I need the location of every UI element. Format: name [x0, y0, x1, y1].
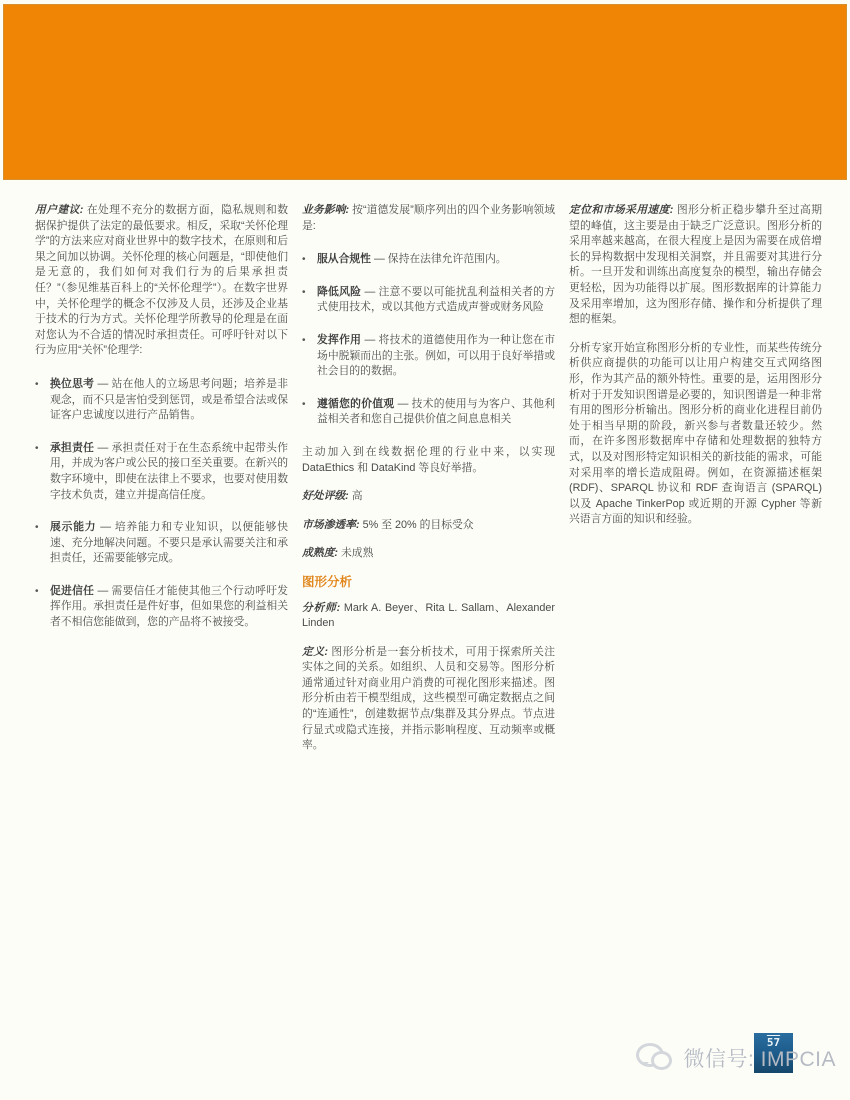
advice-label: 用户建议: [35, 204, 84, 216]
list-item [35, 520, 288, 567]
market-penetration-value: 5% 至 20% 的目标受众 [362, 518, 474, 531]
bullet-term: 服从合规性 [317, 253, 371, 266]
bullet-term: 降低风险 [317, 285, 362, 298]
bullet-text: — 将技术的道德使用作为一种让您在市场中脱颖而出的主张。例如，可以用于良好举措或社会目的的数据。 [317, 333, 556, 378]
wechat-id-text: 微信号: IMPCIA [683, 1048, 836, 1071]
bullet-icon: • [35, 522, 39, 534]
maturity-value: 未成熟 [341, 547, 374, 560]
impact-label: 业务影响: [302, 204, 350, 216]
impact-intro: 按“道德发展”顺序列出的四个业务影响领域是: [302, 204, 555, 232]
bullet-term: 展示能力 [50, 521, 97, 534]
analysts-line [302, 601, 555, 632]
three-column-body [35, 203, 822, 767]
bullet-term: 促进信任 [50, 584, 95, 597]
list-item [302, 252, 555, 268]
bullet-term: 承担责任 [50, 441, 95, 454]
analysts-value: Mark A. Beyer、Rita L. Sallam、Alexander Linden [302, 601, 555, 630]
list-item [302, 397, 555, 428]
positioning-text: 图形分析正稳步攀升至过高期望的峰值，这主要是由于缺乏广泛意识。图形分析的采用率越来越高，在很大程度上是因为需要在成倍增长的异构数据中发现相关洞察，并且需要对其进行分析。一旦开发和训练出高度复杂的模型，输出存储会更轻松，因为功能得以扩展。图形数据库的计算能力及采用率增加，这为图形存储、操作和分析提供了理想的框架。 [569, 204, 823, 326]
market-penetration-label: 市场渗透率: [302, 518, 360, 531]
bullet-icon: • [302, 334, 306, 346]
bullet-text: — 技术的使用与为客户、其他利益相关者和您自己提供价值之间息息相关 [317, 397, 556, 426]
list-item [302, 333, 555, 380]
benefit-rating-label: 好处评级: [302, 490, 349, 503]
maturity-label: 成熟度: [302, 547, 338, 560]
market-penetration-line [302, 518, 555, 534]
definition-paragraph [302, 645, 555, 754]
list-item [302, 285, 555, 316]
wechat-icon [636, 1042, 674, 1074]
list-item [35, 441, 288, 503]
benefit-rating-line [302, 489, 555, 505]
column-1 [35, 203, 288, 767]
impact-paragraph [302, 203, 555, 234]
bullet-text: — 站在他人的立场思考问题；培养是非观念，而不只是害怕受到惩罚，或是希望合法或保证客户忠诚度以进行产品销售。 [50, 377, 289, 422]
column-3 [569, 203, 822, 767]
advice-text: 在处理不充分的数据方面，隐私规则和数据保护提供了法定的最低要求。相反，采取“关怀伦理学”的方法来应对商业世界中的数字技术，在原则和后果之间加以协调。关怀伦理的核心问题是，“即使他们是无意的，我们如何对我们行为的后果承担责任？”（参见维基百科上的“关怀伦理学”）。在数字世界中，关怀伦理学的概念不仅涉及人员，还涉及企业基于技术的行为方式。关怀伦理学所教导的伦理是在面对您认为不合适的情况时承担责任。可呼吁针对以下行为应用“关怀”伦理学: [35, 204, 289, 357]
bullet-text: — 承担责任对于在生态系统中起带头作用，并成为客户或公民的接口至关重要。在新兴的数字环境中，即使在法律上不要求，也要对使用数字技术负责，建立并提高信任度。 [50, 441, 289, 501]
header-banner [3, 4, 847, 180]
impact-bullet-list [302, 252, 555, 428]
wechat-bubble-small [651, 1051, 672, 1070]
maturity-line [302, 546, 555, 562]
bullet-text: — 培养能力和专业知识，以便能够快速、充分地解决问题。不要只是承认需要关注和承担责任，还需要能够完成。 [50, 521, 289, 565]
publisher-logo-glyph: 57 [766, 1036, 781, 1049]
bullet-text: — 注意不要以可能扰乱利益相关者的方式使用技术，或以其他方式造成声誉或财务风险 [317, 285, 556, 314]
bullet-icon: • [35, 378, 39, 390]
bullet-term: 发挥作用 [317, 333, 362, 346]
positioning-paragraph [569, 203, 822, 328]
adoption-paragraph: 分析专家开始宣称图形分析的专业性，而某些传统分析供应商提供的功能可以让用户构建交互式网络图形，作为其产品的额外特性。重要的是，运用图形分析对于开发知识图谱是必要的，知识图谱是一种非常有用的图形分析输出。图形分析的商业化进程目前仍处于相当早期的阶段，新兴参与者数量还较少。然而，在许多图形数据库中存储和处理数据的独特方式，以及对图形特定知识相关的新技能的需求，可能对采用率的增长造成阻碍。例如，在资源描述框架 (RDF)、SPARQL 协议和 RDF 查询语言 (SPARQL) 以及 Apache TinkerPop 或近期的开源 Cypher 等新兴语言方面的知识和经验。 [569, 341, 822, 526]
bullet-icon: • [302, 254, 306, 266]
bullet-icon: • [35, 442, 39, 454]
bullet-term: 遵循您的价值观 [317, 397, 395, 410]
bullet-term: 换位思考 [50, 377, 95, 390]
advice-bullet-list [35, 377, 288, 631]
section-heading-graph-analytics: 图形分析 [302, 574, 353, 589]
advice-paragraph [35, 203, 288, 359]
positioning-label: 定位和市场采用速度: [569, 204, 674, 216]
cta-paragraph: 主动加入到在线数据伦理的行业中来，以实现 DataEthics 和 DataKind 等良好举措。 [302, 445, 555, 474]
bullet-icon: • [302, 398, 306, 410]
bullet-text: — 保持在法律允许范围内。 [373, 253, 507, 266]
analysts-label: 分析师: [302, 601, 341, 614]
definition-label: 定义: [302, 645, 328, 658]
list-item [35, 377, 288, 424]
column-2 [302, 203, 555, 767]
wechat-watermark [636, 1042, 836, 1074]
list-item [35, 584, 288, 631]
bullet-icon: • [302, 286, 306, 298]
benefit-rating-value: 高 [351, 490, 363, 503]
bullet-icon: • [35, 585, 39, 597]
bullet-text: — 需要信任才能使其他三个行动呼吁发挥作用。承担责任是件好事，但如果您的利益相关者不相信您能做到，您的产品将不被接受。 [50, 584, 289, 629]
definition-text: 图形分析是一套分析技术，可用于探索所关注实体之间的关系。如组织、人员和交易等。图形分析通常通过针对商业用户消费的可视化图形来描述。图形分析由若干模型组成，这些模型可确定数据点之间的“连通性”，创建数据节点/集群及其分界点。节点进行显式或隐式连接，并指示影响程度、互动频率或概率。 [302, 645, 555, 752]
